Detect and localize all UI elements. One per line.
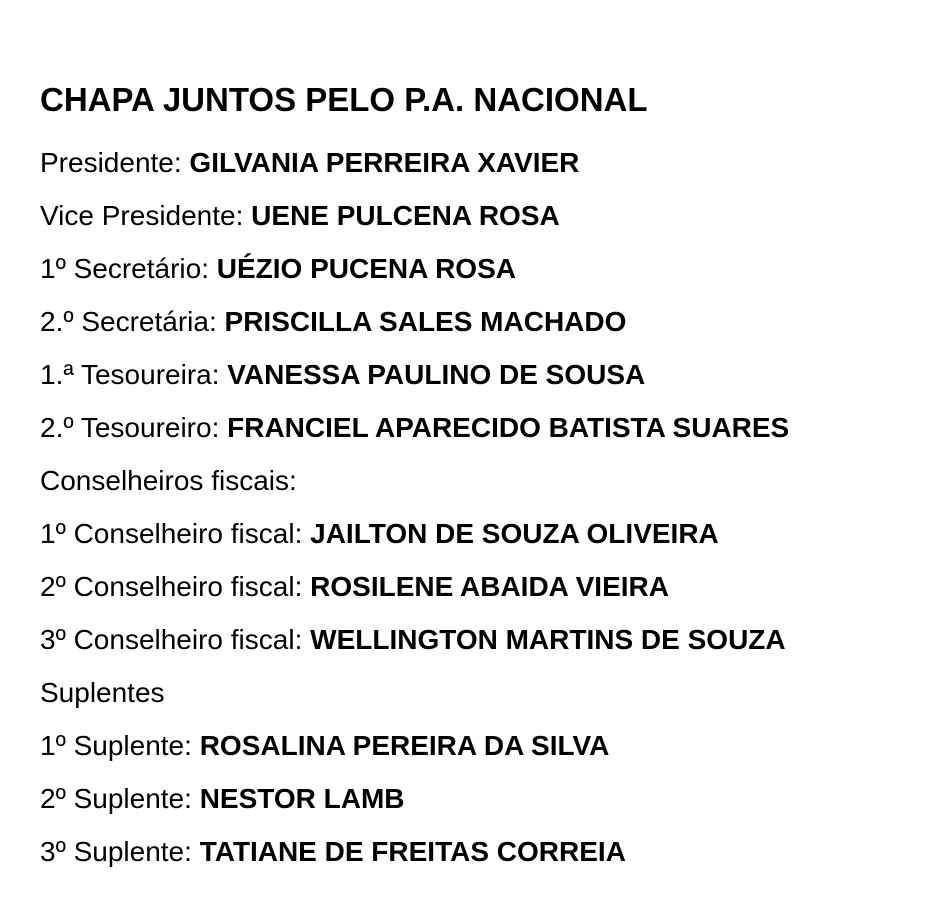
role-line-3-conselheiro bbox=[40, 613, 930, 666]
role-line-1-secretario bbox=[40, 242, 930, 295]
member-name: JAILTON DE SOUZA OLIVEIRA bbox=[310, 518, 719, 549]
member-name: ROSILENE ABAIDA VIEIRA bbox=[310, 571, 669, 602]
section-heading-suplentes bbox=[40, 666, 930, 719]
role-label: Presidente: bbox=[40, 147, 190, 178]
role-label: Vice Presidente: bbox=[40, 200, 252, 231]
role-label: 1º Secretário: bbox=[40, 253, 217, 284]
role-label: 1.ª Tesoureira: bbox=[40, 359, 228, 390]
role-line-3-suplente bbox=[40, 825, 930, 878]
section-label: Conselheiros fiscais: bbox=[40, 465, 297, 496]
role-line-1-suplente bbox=[40, 719, 930, 772]
role-label: 2.º Tesoureiro: bbox=[40, 412, 228, 443]
member-name: PRISCILLA SALES MACHADO bbox=[224, 306, 627, 337]
role-label: 2º Conselheiro fiscal: bbox=[40, 571, 311, 602]
role-label: 2º Suplente: bbox=[40, 783, 200, 814]
document bbox=[40, 78, 930, 878]
member-name: NESTOR LAMB bbox=[199, 783, 405, 814]
role-line-1-conselheiro bbox=[40, 507, 930, 560]
role-label: 3º Conselheiro fiscal: bbox=[40, 624, 311, 655]
role-line-1-tesoureira bbox=[40, 348, 930, 401]
section-label: Suplentes bbox=[40, 677, 165, 708]
member-name: ROSALINA PEREIRA DA SILVA bbox=[199, 730, 610, 761]
section-heading-conselheiros bbox=[40, 454, 930, 507]
role-line-presidente bbox=[40, 136, 930, 189]
role-label: 3º Suplente: bbox=[40, 836, 200, 867]
role-line-vice-presidente bbox=[40, 189, 930, 242]
role-label: 1º Conselheiro fiscal: bbox=[40, 518, 311, 549]
member-name: VANESSA PAULINO DE SOUSA bbox=[227, 359, 646, 390]
member-name: WELLINGTON MARTINS DE SOUZA bbox=[310, 624, 786, 655]
role-label: 1º Suplente: bbox=[40, 730, 200, 761]
role-line-2-conselheiro bbox=[40, 560, 930, 613]
member-name: GILVANIA PERREIRA XAVIER bbox=[189, 147, 580, 178]
member-name: TATIANE DE FREITAS CORREIA bbox=[199, 836, 626, 867]
member-name: UÉZIO PUCENA ROSA bbox=[216, 253, 516, 284]
member-name: UENE PULCENA ROSA bbox=[251, 200, 560, 231]
role-line-2-tesoureiro bbox=[40, 401, 930, 454]
member-name: FRANCIEL APARECIDO BATISTA SUARES bbox=[227, 412, 790, 443]
role-label: 2.º Secretária: bbox=[40, 306, 225, 337]
role-line-2-secretaria bbox=[40, 295, 930, 348]
role-line-2-suplente bbox=[40, 772, 930, 825]
document-title: CHAPA JUNTOS PELO P.A. NACIONAL bbox=[40, 81, 648, 118]
